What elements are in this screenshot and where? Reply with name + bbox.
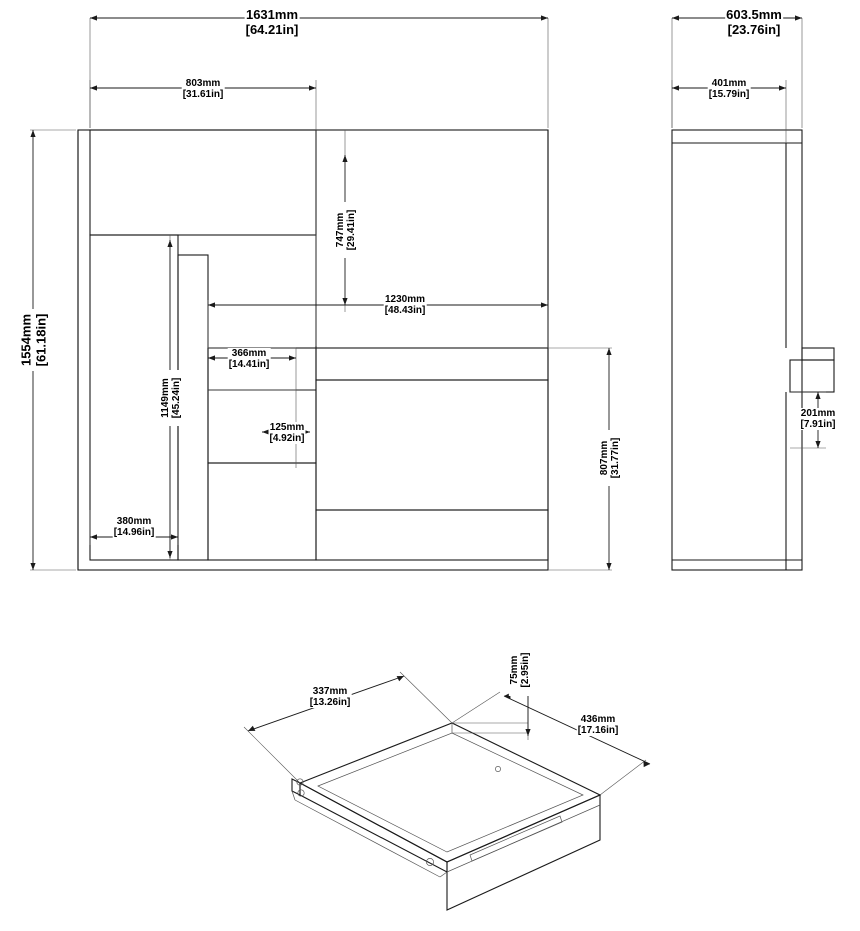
dim-cabinet-depth: 401mm [15.79in] — [708, 78, 750, 101]
front-view-outline — [78, 130, 548, 570]
dim-wardrobe-inner-height: 1149mm [45.24in] — [160, 370, 182, 426]
dim-base-width: 380mm [14.96in] — [113, 516, 155, 539]
dim-drawer-width: 436mm [17.16in] — [577, 714, 619, 737]
dim-wardrobe-width: 803mm [31.61in] — [182, 78, 224, 101]
dim-desk-width: 1230mm [48.43in] — [384, 294, 426, 317]
side-view-outline — [672, 130, 834, 570]
dim-shelf-width: 366mm [14.41in] — [228, 348, 270, 371]
dim-drawer-depth: 337mm [13.26in] — [309, 686, 351, 709]
dim-overall-height: 1554mm [61.18in] — [19, 309, 48, 371]
dim-desk-height: 807mm [31.77in] — [599, 430, 621, 486]
dim-drawer-height: 75mm [2.95in] — [509, 644, 531, 696]
dim-upper-cabinet-height: 747mm [29.41in] — [335, 202, 357, 258]
front-view-dimension-lines — [30, 15, 611, 570]
drawer-isometric-outline — [292, 723, 600, 910]
dim-drawer-front-height: 125mm [4.92in] — [269, 422, 305, 445]
dim-shelf-depth: 201mm [7.91in] — [800, 408, 836, 431]
dim-overall-depth: 603.5mm [23.76in] — [726, 7, 782, 37]
front-view-extension-lines — [30, 18, 612, 570]
dim-overall-width: 1631mm [64.21in] — [245, 7, 299, 37]
